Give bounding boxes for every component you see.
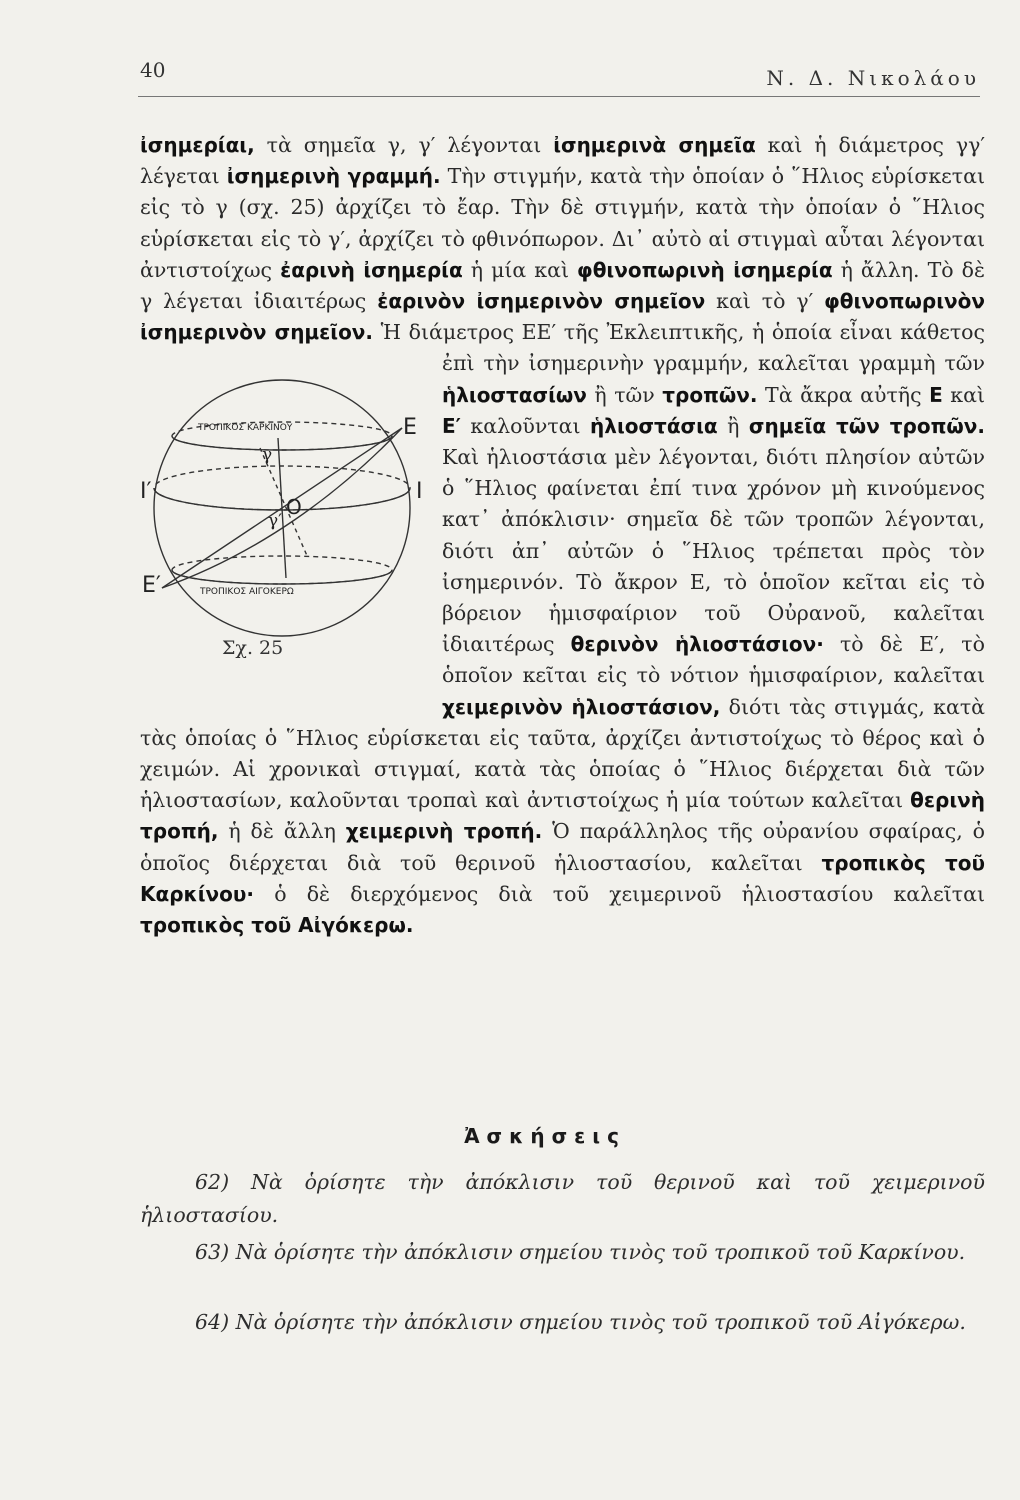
term-winter-solstice: χειμερινὸν ἡλιοστάσιον, — [442, 694, 721, 719]
term-equinoctial-points: ἰσημερινὰ σημεῖα — [553, 133, 756, 157]
text-run: Καὶ ἡλιοστάσια μὲν λέγονται, διότι πλησίον αὐτῶν ὁ ῞Ηλιος φαίνεται ἐπί τινα χρόνον μὴ κινούμενος κατ᾽ ἀπόκλισιν· σημεῖα δὲ τῶν τροπῶν λέγονται, διότι ἀπ᾽ αὐτῶν ὁ ῞Ηλιος τρέπεται πρὸς τὸν ἰσημερινόν. Τὸ ἄκρον Ε, τὸ ὁποῖον κεῖται εἰς τὸ βόρειον ἡμισφαίριον τοῦ Οὐρανοῦ, καλεῖται ἰδιαιτέρως — [442, 445, 985, 657]
header-rule — [138, 96, 980, 97]
term-summer-trope: θερινὴ τροπή, — [140, 788, 985, 844]
term-winter-trope: χειμερινὴ τροπή. — [345, 819, 543, 844]
label-tropic-cancer: ΤΡΟΠΙΚΟΣ ΚΑΡΚΙΝΟΥ — [198, 423, 293, 434]
text-run: κάθετος ἐπὶ τὴν ἰσημερινὴν γραμμήν, καλεῖται γραμμὴ τῶν — [442, 320, 985, 376]
exercise-64 — [140, 1306, 985, 1339]
label-I-left: I′ — [140, 479, 152, 505]
text-run: Ἡ διάμετρος ΕΕ′ τῆς Ἐκλειπτικῆς, ἡ ὁποία εἶναι — [373, 320, 893, 345]
figure-25 — [140, 348, 440, 693]
term-solstices: ἡλιοστασίων — [442, 382, 587, 407]
running-head: Ν. Δ. Νικολάου — [766, 66, 980, 90]
text-run: καὶ τὸ γ′ — [705, 289, 825, 314]
term-summer-solstice: θερινὸν ἡλιοστάσιον· — [570, 632, 824, 657]
exercise-text: 62) Νὰ ὁρίσητε τὴν ἀπόκλισιν τοῦ θερινοῦ καὶ τοῦ χειμερινοῦ ἡλιοστασίου. — [140, 1170, 985, 1227]
text-run: Τὴν στιγμήν, κατὰ τὴν ὁποίαν ὁ ῞Ηλιος εὑρίσκεται εἰς τὸ γ (σχ. 25) ἀρχίζει τὸ ἔαρ. Τὴν δὲ στιγμήν, κατὰ τὴν ὁποίαν ὁ ῞Ηλιος εὑρίσκεται εἰς τὸ γ′, ἀρχίζει τὸ φθινόπωρον. Δι᾽ αὐτὸ αἱ στιγμαὶ αὗται λέγονται ἀντιστοίχως — [140, 164, 985, 282]
exercise-62 — [140, 1166, 985, 1232]
text-run: ἡ μία καὶ — [462, 257, 578, 282]
term-vernal-equinox: ἐαρινὴ ἰσημερία — [280, 257, 463, 282]
label-I-right: I — [416, 479, 423, 505]
text-run: Ὁ παράλληλος τῆς οὐρανίου σφαίρας, ὁ ὁποῖος διέρχεται διὰ τοῦ θερινοῦ ἡλιοστασίου, καλεῖται — [140, 819, 985, 875]
term-tropes: τροπῶν. — [662, 382, 758, 407]
intro-paragraph — [140, 133, 985, 344]
exercise-text: 64) Νὰ ὁρίσητε τὴν ἀπόκλισιν σημείου τινὸς τοῦ τροπικοῦ τοῦ Αἰγόκερω. — [195, 1310, 966, 1334]
page-number: 40 — [140, 58, 166, 82]
term-tropic-of-capricorn: τροπικὸς τοῦ Αἰγόκερω. — [140, 913, 414, 938]
term-tropic-of-cancer: τροπικὸς τοῦ Καρκίνου· — [140, 850, 985, 906]
text-run: καλοῦνται — [460, 413, 591, 438]
text-run: ἡ δὲ ἄλλη — [218, 819, 346, 844]
celestial-sphere-diagram — [140, 348, 440, 693]
text-run: τὰ σημεῖα γ, γ′ λέγονται — [254, 133, 554, 157]
label-E-top: E — [403, 415, 417, 441]
label-E-bottom: E′ — [142, 573, 161, 599]
exercises-heading: Ἀσκήσεις — [464, 1124, 626, 1148]
term-points-of-tropes: σημεῖα τῶν τροπῶν. — [748, 413, 985, 438]
exercise-63 — [140, 1236, 985, 1269]
figure-caption: Σχ. 25 — [222, 637, 284, 660]
term-autumnal-equinox: φθινοπωρινὴ ἰσημερία — [577, 257, 833, 282]
label-gamma: γ — [262, 445, 273, 466]
term-equinoctial-line: ἰσημερινὴ γραμμή. — [226, 164, 441, 189]
text-run: Τὰ ἄκρα αὐτῆς — [757, 382, 930, 407]
text-run: ἡ ἄλλη. Τὸ δὲ γ λέγεται ἰδιαιτέρως — [140, 257, 985, 314]
text-run: ὁ δὲ διερχόμενος διὰ τοῦ χειμερινοῦ ἡλιοστασίου καλεῖται — [254, 881, 985, 906]
term-autumnal-point: φθινοπωρινὸν ἰσημερινὸν σημεῖον. — [140, 289, 985, 345]
term-heliostasia: ἡλιοστάσια — [590, 413, 718, 438]
text-run: τὸ δὲ Ε′, τὸ ὁποῖον κεῖται εἰς τὸ νότιον ἡμισφαίριον, καλεῖται — [442, 632, 985, 688]
text-run: ἢ τῶν — [586, 382, 663, 407]
axis-line — [278, 438, 286, 578]
text-run: καὶ — [942, 382, 985, 407]
term-E-prime: Ε′ — [442, 413, 461, 438]
term-isemeriai: ἰσημερίαι, — [140, 133, 255, 157]
text-run: διότι τὰς στιγμάς, κατὰ τὰς ὁποίας ὁ ῞Ηλιος εὑρίσκεται εἰς ταῦτα, ἀρχίζει ἀντιστοίχως τὸ θέρος καὶ ὁ χειμών. Αἱ χρονικαὶ στιγμαί, κατὰ τὰς ὁποίας ὁ ῞Ηλιος διέρχεται διὰ τῶν ἡλιοστασίων, καλοῦνται τροπαὶ καὶ ἀντιστοίχως ἡ μία τούτων καλεῖται — [140, 694, 985, 813]
text-run: ἢ — [717, 413, 749, 438]
tropic-capricorn-front — [172, 570, 392, 584]
exercise-text: 63) Νὰ ὁρίσητε τὴν ἀπόκλισιν σημείου τινὸς τοῦ τροπικοῦ τοῦ Καρκίνου. — [195, 1240, 966, 1264]
term-vernal-point: ἐαρινὸν ἰσημερινὸν σημεῖον — [377, 289, 706, 314]
label-gamma-prime: γ′ — [268, 511, 283, 532]
label-tropic-capricorn: ΤΡΟΠΙΚΟΣ ΑΙΓΟΚΕΡΩ — [200, 587, 294, 598]
body-text — [140, 130, 985, 941]
term-E: Ε — [929, 382, 943, 407]
tropic-cancer-front — [172, 436, 392, 450]
text-run: καὶ ἡ διάμετρος γγ′ λέγεται — [140, 133, 985, 189]
label-O: O — [286, 495, 302, 520]
